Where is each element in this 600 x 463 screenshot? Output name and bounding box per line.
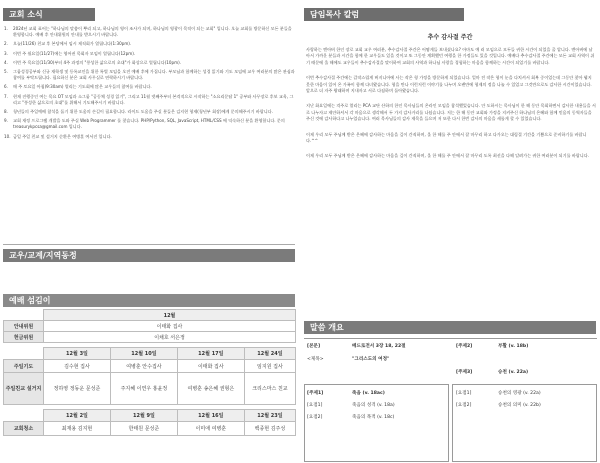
topic3-value: 승천 (v. 22a) <box>498 370 529 375</box>
prayer-cell: 김수현 집사 <box>44 360 111 373</box>
news-item <box>4 109 296 115</box>
topic1-value: 죽음 (v. 18ac) <box>352 391 385 396</box>
lunch-cell: 주지혜 이연우 홍윤정 <box>110 373 177 405</box>
month-label: 12월 <box>44 310 296 321</box>
prayer-cell: 임지원 집사 <box>244 360 295 373</box>
point-label: [요점1] <box>456 391 472 396</box>
news-item <box>4 134 296 140</box>
date-cell: 12월 2일 <box>44 410 111 422</box>
news-item-number: 6. <box>4 84 8 90</box>
news-item <box>4 41 296 47</box>
point-label: [요점2] <box>307 415 323 420</box>
worship-servers-table <box>3 309 296 436</box>
date-cell: 12월 24일 <box>244 348 295 360</box>
sermon-title: "그리스도의 여정" <box>352 357 390 362</box>
news-item <box>4 26 296 38</box>
date-cell: 12월 9일 <box>110 410 177 422</box>
news-item-text: 2024년 교회 표어는 "하나님의 말씀이 뿌리 되고, 하나님의 영이 조사가 되며, 하나님의 영광이 목적이 되는 교회" 입니다. 오늘 교회를 방문하신 모든 분들을 환영합니다. 예배 후 안내위원의 안내를 받으시기 바랍니다. <box>13 26 292 38</box>
date-cell: 12월 10일 <box>110 348 177 360</box>
offering-label: 헌금위원 <box>4 332 44 343</box>
news-list <box>4 26 296 143</box>
series-label: [본문] <box>307 344 321 349</box>
news-item-number: 4. <box>4 59 8 65</box>
community-news-header: 교우/교계/지역동정 <box>3 249 295 262</box>
news-item-text: 이번 주 목요일(11/30)부터 4주 과정의 "풍성한 삶으로의 초대"가 화상으로 열립니다(10pm). <box>13 59 181 65</box>
guide-label: 안내위원 <box>4 321 44 332</box>
lunch-cell: 크리스마스 친교 <box>244 373 295 405</box>
series-value: 베드로전서 3장 18, 22절 <box>352 344 406 349</box>
cleaning-cell: 백종현 김주성 <box>244 422 295 436</box>
news-item <box>4 84 296 90</box>
cleaning-label: 교회청소 <box>4 422 44 436</box>
column-heading: 추수 감사절 주간 <box>427 34 473 41</box>
news-item-text: 매 주 토요일 아침(9:30am) 열리는 기도회에 많은 교우들의 참여를 바랍니다. <box>13 84 152 90</box>
news-section-header: 교회 소식 <box>3 8 95 21</box>
sermon-outline-header: 말씀 개요 <box>304 321 596 334</box>
lunch-label: 주일친교 설거지 <box>4 373 44 405</box>
date-cell: 12월 17일 <box>177 348 244 360</box>
title-label: <제목> <box>307 357 324 362</box>
news-item-number: 5. <box>4 69 8 75</box>
news-item-number: 7. <box>4 93 8 99</box>
column-paragraph: 사랑하는 엔아버 한인 장로 교회 교우 여러분, 추수감사절 주간은 어떻게들 보내셨나요? 아마도 예 러 모임으로 모두들 귀한 시간이 되었을 줄 압니다. 엔아버에 남아서 가까운 분들과 시간을 함께 한 교우들도 있을 것이고 또 그동안 계획했던 여행을 한 가정들도 있을 것입니다. 예배다 추수감사절 주간에는 모든 교회 사역이 쉬기 때문에 올 해에도 교우들이 추수감사절을 맞이하여 교회의 사역과 하나님 사랑을 경험하는 마음을 함께하는 시간이 되었기를 바랍니다. <box>306 47 595 65</box>
news-item-text: 오늘(11/26) 친교 후 본당에서 임시 제직회가 열립니다(1:30pm). <box>13 41 132 47</box>
column-paragraph: 지난 화요일에는 격주로 열리는 PCA 교단 산하의 한인 목사님들의 온라인 모임을 참석했었습니다. 안 도하시는 목사님이 한 해 동안 목회하면서 감사한 내용들을 서로 나누자고 제안하셔서 각 마음으로 생각해서 두 가지 감사거리를 나눴습니다. 저는 한 해 동안 교회와 가정을 지켜주신 하나님의 은혜와 함께 믿음의 동역자들을 주신 것에 감사하다고 나누었습니다. 여러 목사님들의 감사 제목을 들으며 저 또한 다시 한번 감사의 마음을 새롭게 할 수 있었습니다. <box>306 103 596 122</box>
news-item <box>4 60 296 66</box>
cleaning-cell: 이미애 여병훈 <box>177 422 244 436</box>
news-item-number: 2. <box>4 41 8 47</box>
column-body <box>306 47 596 169</box>
date-cell: 12월 16일 <box>177 410 244 422</box>
date-cell: 12월 3일 <box>44 348 111 360</box>
divider <box>304 338 597 339</box>
date-cell: 12월 23일 <box>244 410 295 422</box>
news-item-text: 그룹성경공부와 신규 재학생 및 등록교인을 위한 특별 모임을 오전 예배 후에 가집니다. 부모님과 함께하는 성경 읽기와 기도 모임에 교우 여러분의 많은 관심과 참여를 부탁드립니다. 필요하신 분은 교회 사무실로 연락하시기 바랍니다. <box>13 69 295 81</box>
news-item <box>4 69 296 81</box>
point-value: 죽음의 성격 (v. 18a) <box>352 403 395 408</box>
prayer-label: 주일기도 <box>4 360 44 373</box>
news-item <box>4 94 296 106</box>
news-item-text: 현재 진행중인 여는 목요 OT 모임과 소그룹 "공동체 성경 읽기", 그리고 11월 넷째주부터 본격적으로 시작하는 "소요리문답 1" 공부와 사무장로 후보 교육, 그리고 "풍성한 삶으로의 초대"를 위해서 기도해주시기 바랍니다. <box>13 93 294 105</box>
news-item-number: 3. <box>4 50 8 56</box>
point-label: [요점2] <box>456 403 472 408</box>
offering-value: 이채호 서은정 <box>44 332 296 343</box>
lunch-cell: 여병훈 송은혜 권형은 <box>177 373 244 405</box>
topic3-label: [주제3] <box>456 370 473 375</box>
worship-servers-header: 예배 섬김이 <box>3 294 295 307</box>
news-item-text: 청년들의 주일예배 참석을 돕기 위한 도움의 손길이 필요합니다. 라이드 도움을 주실 분들은 김지현 형제(청년부 회장)에게 문의해주시기 바랍니다. <box>13 109 273 115</box>
topic1-label: [주제1] <box>307 391 324 396</box>
divider <box>3 244 295 245</box>
pastor-column-header: 담임목사 칼럼 <box>304 8 464 21</box>
topic2-label: [주제2] <box>456 344 473 349</box>
news-item <box>4 51 296 57</box>
news-item-number: 10. <box>4 133 11 139</box>
point-value: 승천의 의미 (v. 22b) <box>498 403 541 408</box>
news-item-text: 교회 재정 프로그램 개발을 도와 주실 Web Programmer 를 찾습니다. PHP/Python, SQL, JavaScript, HTML/CSS 에 익숙하신 분을 환영합니다. 문의 treasurykpcsa@gmail.com 입니다. <box>13 118 285 130</box>
cleaning-cell: 한태원 문성준 <box>110 422 177 436</box>
news-item <box>4 118 296 130</box>
column-paragraph: 이제 우리 모두 주님께 받은 은혜에 감사하는 마음을 깊이 간직하며, 올 한 해를 주 안에서 잘 마무리 도록 최선을 다해 달려가는 귀한 여러분이 되기를 바랍니다. <box>306 153 589 159</box>
point-value: 승천의 영광 (v. 22a) <box>498 391 541 396</box>
news-item-number: 8. <box>4 109 8 115</box>
point-value: 죽음의 목적 (v. 18c) <box>352 415 395 420</box>
prayer-cell: 여병훈 안수집사 <box>110 360 177 373</box>
column-paragraph: 이번 추수감사절 주간에는 갑작스럽게 버지니아에 사는 작은 형 가정을 방문하게 되었습니다. 얼마 전 작은 형이 눈을 다치셔서 회복 중이었는데 그동안 찾아 뵙지 못한 마음이 있어 온 가족이 함께 다녀왔습니다. 형을 만나 이런저런 이야기를 나누며 오랜만에 형제의 정을 나눌 수 있었고 그것만으로도 감사한 시간이었습니다. 앞으로 더 자주 왕래하며 지내자고 서로 다짐하며 돌아왔습니다. <box>306 75 592 94</box>
point-label: [요점1] <box>307 403 323 408</box>
column-paragraph: 이제 우리 모두 주님께 받은 은혜에 감사하는 마음을 깊이 간직하며, 올 한 해를 주 안에서 잘 마무리 하고 다가오는 대림절 기간을 기쁨으로 준비하기를 바랍니다.^^ <box>306 131 587 144</box>
topic2-value: 부활 (v. 18b) <box>498 344 529 349</box>
cleaning-cell: 최재용 김지현 <box>44 422 111 436</box>
news-item-number: 9. <box>4 118 8 124</box>
news-item-text: 이번 주 월요일(11/27)에는 영어권 목회자 모임이 열립니다(12pm). <box>13 50 136 56</box>
guide-value: 이태화 집사 <box>44 321 296 332</box>
news-item-text: 금일 주일 친교 및 설거지 순환은 여병훈 여서진 입니다. <box>13 133 112 139</box>
lunch-cell: 정하영 정동운 문성준 <box>44 373 111 405</box>
prayer-cell: 이태화 집사 <box>177 360 244 373</box>
news-item-number: 1. <box>4 26 8 31</box>
